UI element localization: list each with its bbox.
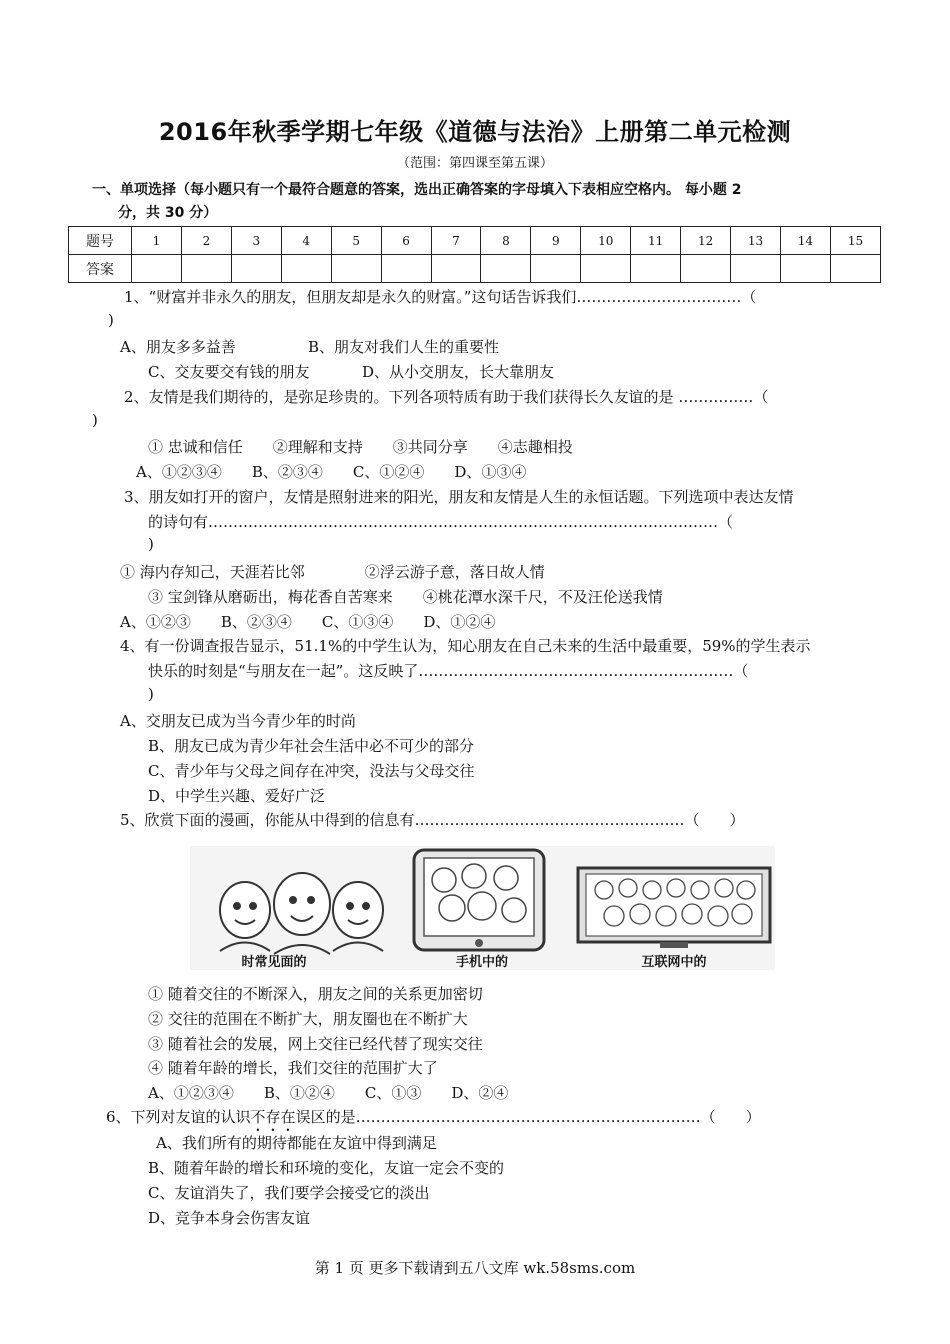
answer-cell[interactable] [731, 255, 781, 283]
answer-cell[interactable] [231, 255, 281, 283]
section-heading: 一、单项选择（每小题只有一个最符合题意的答案，选出正确答案的字母填入下表相应空格内。 每小题 2 [92, 182, 742, 198]
answer-cell[interactable] [581, 255, 631, 283]
q1-option-d: D、从小交朋友，长大靠朋友 [362, 363, 555, 381]
answer-cell[interactable] [381, 255, 431, 283]
q1-option-a: A、朋友多多益善 [120, 338, 236, 356]
question-number-cell: 15 [830, 227, 880, 255]
q2-options: A、①②③④ B、②③④ C、①②④ D、①③④ [136, 463, 527, 481]
comic-image [190, 846, 775, 970]
q4-option-b: B、朋友已成为青少年社会生活中必不可少的部分 [148, 737, 475, 755]
q4-stem-cont: 快乐的时刻是“与朋友在一起”。这反映了………………………………………………………（ [148, 662, 749, 680]
page-subtitle: （范围：第四课至第五课） [396, 156, 553, 171]
q2-stem: 2、友情是我们期待的，是弥足珍贵的。下列各项特质有助于我们获得长久友谊的是 ……………（ [124, 388, 769, 406]
answer-cell[interactable] [830, 255, 880, 283]
q1-paren: ) [108, 311, 114, 329]
q3-items-3-4: ③ 宝剑锋从磨砺出，梅花香自苦寒来 ④桃花潭水深千尺，不及汪伦送我情 [148, 588, 663, 606]
q5-item-1: ① 随着交往的不断深入，朋友之间的关系更加密切 [148, 985, 483, 1003]
section-heading-cont: 分，共 30 分） [118, 205, 218, 221]
q1-option-b: B、朋友对我们人生的重要性 [308, 338, 500, 356]
q2-paren: ) [92, 411, 98, 429]
question-number-cell: 8 [481, 227, 531, 255]
question-number-cell: 5 [331, 227, 381, 255]
question-number-cell: 6 [381, 227, 431, 255]
question-number-cell: 3 [231, 227, 281, 255]
question-number-cell: 14 [780, 227, 830, 255]
table-row [69, 255, 881, 283]
q6-stem [106, 1106, 761, 1135]
q6-stem-pre: 6、下列对友谊的认识 [106, 1108, 251, 1126]
q6-option-c: C、友谊消失了，我们要学会接受它的淡出 [148, 1184, 430, 1202]
answer-cell[interactable] [531, 255, 581, 283]
monitor-drawing [578, 868, 770, 948]
answer-cell[interactable] [331, 255, 381, 283]
table-row [69, 227, 881, 255]
comic-caption-1: 时常见面的 [241, 955, 307, 970]
question-number-cell: 10 [581, 227, 631, 255]
q3-paren: ) [148, 535, 154, 553]
page-footer: 第 1 页 更多下载请到五八文库 wk.58sms.com [314, 1259, 636, 1277]
q4-option-d: D、中学生兴趣、爱好广泛 [148, 787, 326, 805]
q1-option-c: C、交友要交有钱的朋友 [148, 363, 310, 381]
comic-illustration [190, 846, 775, 970]
comic-caption-3: 互联网中的 [641, 955, 707, 970]
answer-table [68, 226, 881, 283]
question-number-cell: 12 [681, 227, 731, 255]
comic-caption-2: 手机中的 [455, 955, 509, 970]
q5-item-2: ② 交往的范围在不断扩大，朋友圈也在不断扩大 [148, 1010, 468, 1028]
answer-cell[interactable] [281, 255, 331, 283]
question-number-cell: 7 [431, 227, 481, 255]
q3-stem-cont: 的诗句有…………………………………………………………………………………………（ [148, 513, 734, 531]
q2-items: ① 忠诚和信任 ②理解和支持 ③共同分享 ④志趣相投 [148, 438, 573, 456]
question-number-cell: 11 [631, 227, 681, 255]
answer-cell[interactable] [132, 255, 182, 283]
answer-cell[interactable] [681, 255, 731, 283]
phone-drawing [414, 850, 544, 950]
question-number-cell: 2 [181, 227, 231, 255]
q4-option-a: A、交朋友已成为当今青少年的时尚 [120, 712, 356, 730]
q3-stem: 3、朋友如打开的窗户，友情是照射进来的阳光，朋友和友情是人生的永恒话题。下列选项中表达友情 [124, 488, 794, 506]
q4-stem: 4、有一份调查报告显示，51.1%的中学生认为，知心朋友在自己未来的生活中最重要，59%的学生表示 [120, 637, 811, 655]
q5-item-4: ④ 随着年龄的增长，我们交往的范围扩大了 [148, 1059, 438, 1077]
table-header-label: 题号 [69, 227, 132, 255]
table-answer-label: 答案 [69, 255, 132, 283]
q5-options: A、①②③④ B、①②④ C、①③ D、②④ [148, 1084, 509, 1102]
question-number-cell: 4 [281, 227, 331, 255]
q3-items-1-2: ① 海内存知己，天涯若比邻 ②浮云游子意，落日故人情 [120, 563, 545, 581]
answer-cell[interactable] [780, 255, 830, 283]
q3-options: A、①②③ B、②③④ C、①③④ D、①②④ [120, 613, 496, 631]
q6-option-d: D、竞争本身会伤害友谊 [148, 1209, 311, 1227]
q6-option-b: B、随着年龄的增长和环境的变化，友谊一定会不变的 [148, 1159, 505, 1177]
q6-option-a: A、我们所有的期待都能在友谊中得到满足 [156, 1134, 437, 1152]
answer-cell[interactable] [431, 255, 481, 283]
answer-cell[interactable] [631, 255, 681, 283]
answer-cell[interactable] [481, 255, 531, 283]
question-number-cell: 9 [531, 227, 581, 255]
question-number-cell: 13 [731, 227, 781, 255]
q4-paren: ) [148, 685, 154, 703]
answer-cell[interactable] [181, 255, 231, 283]
q1-stem: 1、“财富并非永久的朋友，但朋友却是永久的财富。”这句话告诉我们……………………………（ [124, 288, 757, 306]
q4-option-c: C、青少年与父母之间存在冲突，没法与父母交往 [148, 762, 475, 780]
question-number-cell: 1 [132, 227, 182, 255]
q5-stem: 5、欣赏下面的漫画，你能从中得到的信息有………………………………………………（ ） [120, 811, 745, 829]
q6-stem-emphasis: 不存在 [250, 1108, 296, 1126]
page-title: 2016年秋季学期七年级《道德与法治》上册第二单元检测 [158, 118, 792, 146]
q6-stem-post: 误区的是……………………………………………………………（ ） [295, 1108, 761, 1126]
q5-item-3: ③ 随着社会的发展，网上交往已经代替了现实交往 [148, 1035, 483, 1053]
